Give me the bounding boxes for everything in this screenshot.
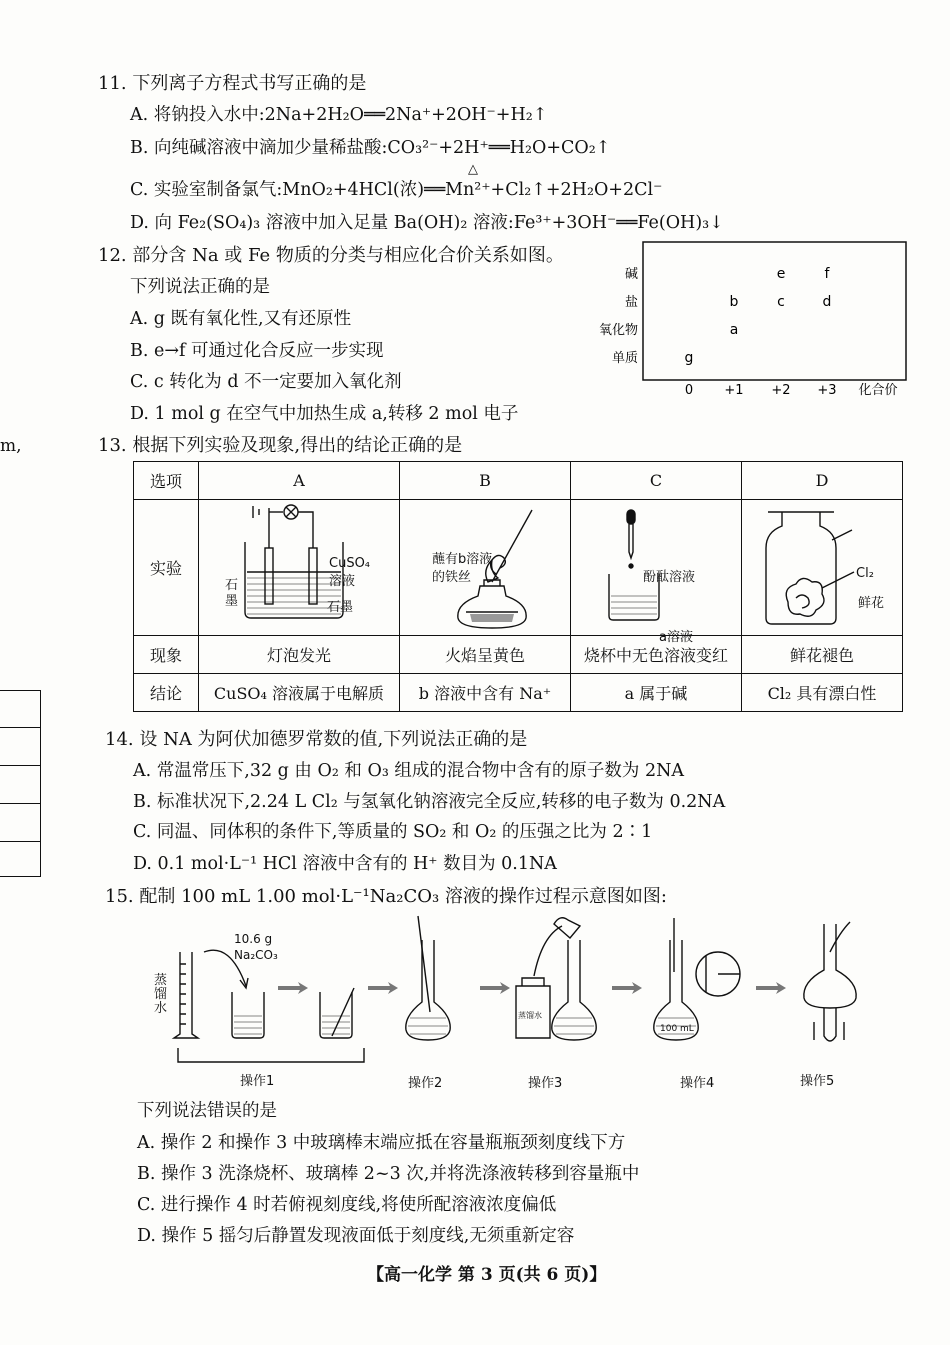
dropper-bulb <box>627 510 635 524</box>
q15-stem: 15. 配制 100 mL 1.00 mol·L⁻¹Na₂CO₃ 溶液的操作过程示意图如图: <box>105 886 667 907</box>
conclusion-b: b 溶液中含有 Na⁺ <box>400 674 571 712</box>
x-label-2: +2 <box>771 383 791 398</box>
chart-point-c: c <box>777 294 785 310</box>
header-d: D <box>742 462 903 500</box>
x-label-1: +1 <box>724 383 744 398</box>
label-cuso4: CuSO₄ <box>329 556 371 571</box>
beaker-1 <box>232 992 264 1038</box>
q13-table <box>133 461 903 712</box>
q14-stem: 14. 设 NA 为阿伏加德罗常数的值,下列说法正确的是 <box>105 729 528 750</box>
exp-c-cell <box>571 500 742 645</box>
header-b: B <box>400 462 571 500</box>
q12-stem: 12. 部分含 Na 或 Fe 物质的分类与相应化合价关系如图。 <box>98 245 564 266</box>
op2-label: 操作2 <box>408 1076 443 1091</box>
beaker-2 <box>320 992 352 1038</box>
volumetric-flask-5 <box>804 924 856 1008</box>
op1-label: 操作1 <box>240 1074 275 1089</box>
op3-label: 操作3 <box>528 1076 563 1091</box>
x-label-3: +3 <box>817 383 837 398</box>
phenomenon-b: 火焰呈黄色 <box>400 636 571 674</box>
y-label-base: 碱 <box>624 267 638 282</box>
label-mass: 10.6 g <box>234 932 273 946</box>
chart-x-labels <box>685 383 898 398</box>
q11-option-b: B. 向纯碱溶液中滴加少量稀盐酸:CO₃²⁻+2H⁺══H₂O+CO₂↑ <box>130 138 611 158</box>
q15-option-a: A. 操作 2 和操作 3 中玻璃棒末端应抵在容量瓶瓶颈刻度线下方 <box>137 1133 626 1153</box>
chlorine-bottle-apparatus <box>742 500 908 636</box>
label-fresh-flower: 鲜花 <box>858 596 885 611</box>
chart-point-g: g <box>684 350 694 366</box>
q12-sub: 下列说法正确的是 <box>130 277 270 297</box>
q15-option-d: D. 操作 5 摇匀后静置发现液面低于刻度线,无须重新定容 <box>137 1226 575 1246</box>
electrode-right <box>309 548 317 604</box>
q11-option-c: C. 实验室制备氯气:MnO₂+4HCl(浓)══Mn²⁺+Cl₂↑+2H₂O+2Cl⁻ <box>130 180 663 200</box>
label-graphite-2: 墨 <box>225 594 239 609</box>
chart-point-d: d <box>822 294 832 310</box>
op5-label: 操作5 <box>800 1074 835 1089</box>
q15-sub: 下列说法错误的是 <box>137 1101 277 1121</box>
label-na2co3: Na₂CO₃ <box>234 948 278 962</box>
phenomenon-d: 鲜花褪色 <box>742 636 903 674</box>
q14-option-c: C. 同温、同体积的条件下,等质量的 SO₂ 和 O₂ 的压强之比为 2∶1 <box>133 822 653 842</box>
page-footer: 【高一化学 第 3 页(共 6 页)】 <box>367 1265 607 1285</box>
label-dipped-b: 蘸有b溶液 <box>432 552 493 567</box>
label-bottle: 蒸馏水 <box>518 1011 542 1020</box>
q13-stem: 13. 根据下列实验及现象,得出的结论正确的是 <box>98 435 463 456</box>
q15-option-b: B. 操作 3 洗涤烧杯、玻璃棒 2~3 次,并将洗涤液转移到容量瓶中 <box>137 1164 640 1184</box>
label-graphite-1: 石 <box>225 578 239 593</box>
valence-class-chart <box>590 240 920 400</box>
flower-icon <box>786 578 824 616</box>
exp-d-cell <box>742 500 903 636</box>
y-label-salt: 盐 <box>624 295 638 310</box>
row-label-conclusion: 结论 <box>134 674 199 712</box>
chart-point-a: a <box>729 322 739 338</box>
header-a: A <box>199 462 400 500</box>
margin-fragment-box <box>0 690 41 877</box>
q12-option-c: C. c 转化为 d 不一定要加入氧化剂 <box>130 372 402 392</box>
phenomenon-a: 灯泡发光 <box>199 636 400 674</box>
volumetric-flask-2 <box>406 940 450 1040</box>
solution-prep-diagram <box>150 912 870 1097</box>
wash-bottle <box>516 978 550 1038</box>
q12-option-a: A. g 既有氧化性,又有还原性 <box>130 309 352 329</box>
row-label-experiment: 实验 <box>134 500 199 636</box>
q11-condition-heat: △ <box>468 162 478 177</box>
y-label-element: 单质 <box>611 351 638 366</box>
y-label-oxide: 氧化物 <box>598 323 638 338</box>
x-label-0: 0 <box>684 383 694 398</box>
chart-point-e: e <box>776 266 786 282</box>
margin-fragment-text: m, <box>0 436 22 456</box>
label-phenolphthalein: 酚酞溶液 <box>643 570 696 585</box>
exp-a-cell <box>199 500 400 636</box>
header-c: C <box>571 462 742 500</box>
x-axis-title: 化合价 <box>858 383 898 398</box>
row-label-phenomenon: 现象 <box>134 636 199 674</box>
label-cl2: Cl₂ <box>856 566 874 581</box>
chart-point-f: f <box>824 266 830 282</box>
q11-option-a: A. 将钠投入水中:2Na+2H₂O══2Na⁺+2OH⁻+H₂↑ <box>130 105 548 125</box>
conclusion-d: Cl₂ 具有漂白性 <box>742 674 903 712</box>
chart-frame <box>643 242 906 380</box>
chart-y-labels <box>599 267 638 366</box>
op4-label: 操作4 <box>680 1076 715 1091</box>
volumetric-flask-3 <box>552 940 596 1040</box>
q14-option-b: B. 标准状况下,2.24 L Cl₂ 与氢氧化钠溶液完全反应,转移的电子数为 0.2NA <box>133 792 726 812</box>
conclusion-a: CuSO₄ 溶液属于电解质 <box>199 674 400 712</box>
q15-option-c: C. 进行操作 4 时若俯视刻度线,将使所配溶液浓度偏低 <box>137 1195 557 1215</box>
label-graphite-right: 石墨 <box>327 600 354 615</box>
label-distilled-water: 蒸馏水 <box>154 973 168 1016</box>
q12-option-d: D. 1 mol g 在空气中加热生成 a,转移 2 mol 电子 <box>130 404 519 424</box>
q12-option-b: B. e→f 可通过化合反应一步实现 <box>130 341 384 361</box>
label-solution: 溶液 <box>329 574 356 589</box>
label-100ml: 100 mL <box>660 1024 694 1034</box>
chart-point-b: b <box>729 294 739 310</box>
electrode-left <box>265 548 273 604</box>
header-option: 选项 <box>134 462 199 500</box>
label-a-solution: a溶液 <box>659 630 693 645</box>
q11-stem: 11. 下列离子方程式书写正确的是 <box>98 73 367 94</box>
exp-b-cell <box>400 500 571 636</box>
flame-test-apparatus <box>400 500 570 636</box>
graduated-cylinder <box>174 952 198 1038</box>
q14-option-d: D. 0.1 mol·L⁻¹ HCl 溶液中含有的 H⁺ 数目为 0.1NA <box>133 854 557 874</box>
q11-option-d: D. 向 Fe₂(SO₄)₃ 溶液中加入足量 Ba(OH)₂ 溶液:Fe³⁺+3OH⁻══Fe(OH)₃↓ <box>130 213 724 233</box>
label-iron-wire: 的铁丝 <box>432 570 472 585</box>
q14-option-a: A. 常温常压下,32 g 由 O₂ 和 O₃ 组成的混合物中含有的原子数为 2NA <box>133 761 685 781</box>
conclusion-c: a 属于碱 <box>571 674 742 712</box>
phenomenon-c: 烧杯中无色溶液变红 <box>571 636 742 674</box>
